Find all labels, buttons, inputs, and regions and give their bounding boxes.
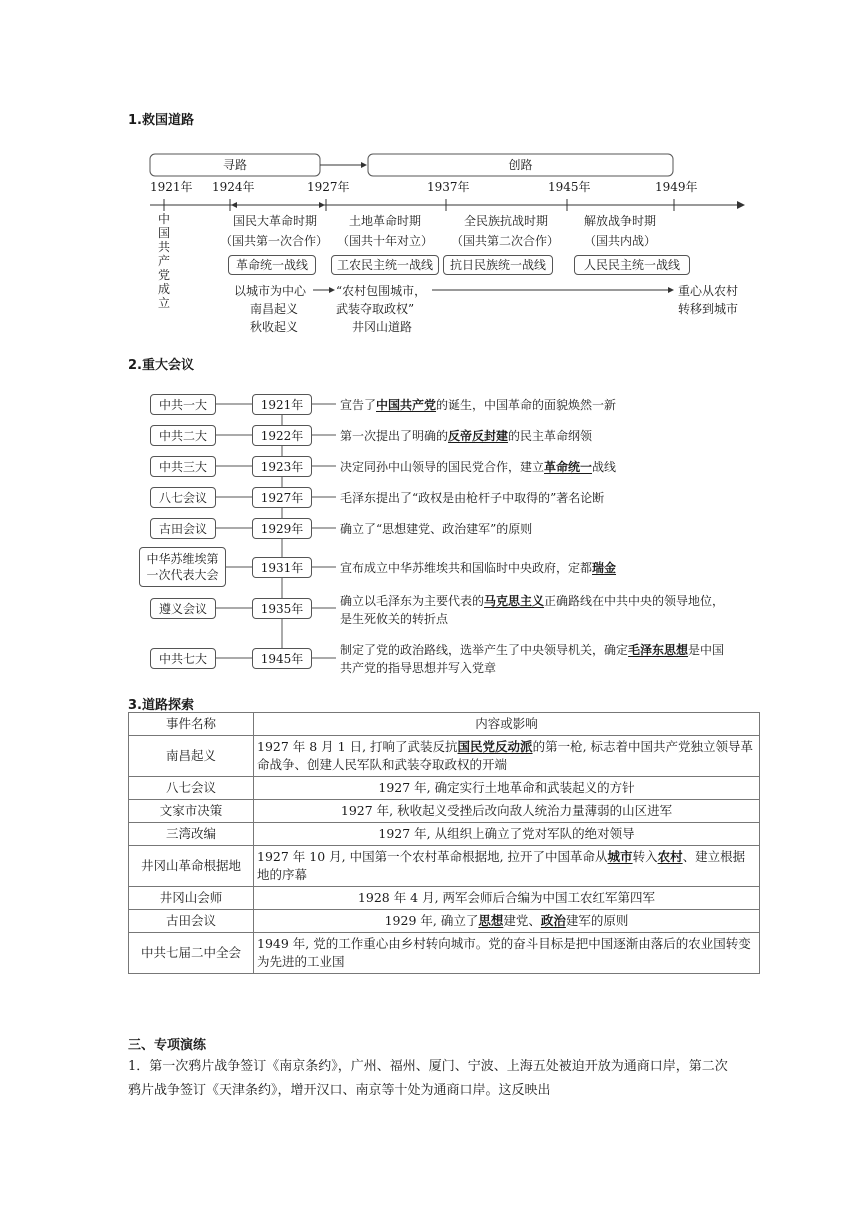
period-sub: （国共第一次合作） (219, 234, 328, 248)
meeting-name-box: 中共三大 (150, 456, 216, 477)
cell-text: 建党、 (503, 913, 541, 928)
cell-text: 转入 (632, 849, 658, 864)
meeting-desc (340, 490, 604, 506)
desc-text: 第一次提出了明确的 (340, 429, 449, 443)
desc-key: 瑞金 (592, 561, 617, 575)
period-name: 土地革命时期 (348, 214, 421, 228)
meeting-year-box: 1931年 (252, 557, 312, 578)
exploration-table (128, 712, 760, 974)
rural-line1: “农村包围城市， (336, 284, 427, 298)
desc-text: 的诞生，中国革命的面貌焕然一新 (436, 398, 617, 412)
create-road-label: 创路 (508, 158, 533, 172)
period-name: 解放战争时期 (583, 214, 656, 228)
meeting-desc (340, 428, 592, 444)
header-event: 事件名称 (129, 713, 254, 736)
content-cell (254, 910, 760, 933)
table-row (129, 887, 760, 910)
header-content: 内容或影响 (254, 713, 760, 736)
cell-text: 1929 年, 确立了 (384, 913, 479, 928)
meeting-desc (340, 641, 724, 677)
seek-road-label: 寻路 (222, 158, 247, 172)
cell-key: 政治 (540, 913, 566, 928)
table-row (129, 910, 760, 933)
desc-text: 是生死攸关的转折点 (340, 612, 449, 626)
cell-text: 1927 年 10 月, 中国第一个农村革命根据地, 拉开了中国革命从 (257, 849, 608, 864)
front-box: 革命统一战线 (228, 255, 316, 275)
meeting-name-box: 中共二大 (150, 425, 216, 446)
year-label: 1945年 (548, 180, 591, 194)
table-row (129, 777, 760, 800)
desc-key: 马克思主义 (484, 594, 545, 608)
nanchang-label: 南昌起义 (249, 302, 298, 316)
meeting-name-box: 中共一大 (150, 394, 216, 415)
meeting-name-box: 八七会议 (150, 487, 216, 508)
content-cell: 1927 年, 从组织上确立了党对军队的绝对领导 (254, 823, 760, 846)
shift-line1: 重心从农村 (678, 284, 739, 298)
cpc-founding-label: 中国共产党成立 (158, 212, 171, 310)
section-heading-roads: 1.救国道路 (128, 113, 194, 128)
meeting-desc (340, 560, 616, 576)
meeting-year-box: 1923年 (252, 456, 312, 477)
shift-line2: 转移到城市 (678, 302, 739, 316)
event-cell: 古田会议 (129, 910, 254, 933)
meeting-name-box: 遵义会议 (150, 598, 216, 619)
content-cell: 1927 年, 秋收起义受挫后改向敌人统治力量薄弱的山区进军 (254, 800, 760, 823)
meeting-desc (340, 521, 532, 537)
desc-text: 决定同孙中山领导的国民党合作，建立 (340, 460, 545, 474)
meeting-desc (340, 592, 724, 628)
desc-text: 确立了“思想建党、政治建军”的原则 (340, 522, 533, 536)
front-box: 人民民主统一战线 (574, 255, 690, 275)
table-row (129, 846, 760, 887)
year-label: 1927年 (307, 180, 350, 194)
event-cell: 井冈山会师 (129, 887, 254, 910)
section-heading-practice: 三、专项演练 (128, 1038, 207, 1053)
content-cell: 1949 年, 党的工作重心由乡村转向城市。党的奋斗目标是把中国逐渐由落后的农业国转变为先进的工业国 (254, 933, 760, 974)
desc-key: 中国共产党 (376, 398, 437, 412)
rural-line2: 武装夺取政权” (336, 302, 415, 316)
meeting-name-box: 中共七大 (150, 648, 216, 669)
desc-key: 革命统一 (544, 460, 593, 474)
meeting-year-box: 1945年 (252, 648, 312, 669)
content-cell: 1928 年 4 月, 两军会师后合编为中国工农红军第四军 (254, 887, 760, 910)
event-cell: 三湾改编 (129, 823, 254, 846)
content-cell: 1927 年, 确定实行土地革命和武装起义的方针 (254, 777, 760, 800)
period-name: 国民大革命时期 (232, 214, 317, 228)
event-cell: 中共七届二中全会 (129, 933, 254, 974)
event-cell: 井冈山革命根据地 (129, 846, 254, 887)
meeting-year-box: 1921年 (252, 394, 312, 415)
cell-key: 城市 (607, 849, 633, 864)
meeting-desc (340, 459, 616, 475)
meeting-year-box: 1929年 (252, 518, 312, 539)
desc-text: 的民主革命纲领 (508, 429, 593, 443)
content-cell (254, 736, 760, 777)
table-row (129, 823, 760, 846)
jinggang-road-label: 井冈山道路 (352, 320, 413, 334)
autumn-label: 秋收起义 (249, 320, 298, 334)
question-text: 1．第一次鸦片战争签订《南京条约》，广州、福州、厦门、宁波、上海五处被迫开放为通商口岸，第二次鸦片战争签订《天津条约》，增开汉口、南京等十处为通商口岸。这反映出 (128, 1059, 728, 1098)
cell-key: 思想 (478, 913, 504, 928)
desc-text: 共产党的指导思想并写入党章 (340, 661, 497, 675)
cell-text: 建军的原则 (565, 913, 629, 928)
section-heading-exploration: 3.道路探索 (128, 698, 194, 713)
period-name: 全民族抗战时期 (463, 214, 548, 228)
desc-key: 毛泽东思想 (628, 643, 689, 657)
year-label: 1937年 (427, 180, 470, 194)
meeting-year-box: 1922年 (252, 425, 312, 446)
cell-text: 的第一枪, 标志着中国共产党独立领导革命战争、创建人民军队和武装夺取政权的开端 (257, 739, 754, 772)
table-row (129, 736, 760, 777)
table-row (129, 800, 760, 823)
period-sub: （国共第二次合作） (450, 234, 559, 248)
desc-key: 反帝反封建 (448, 429, 509, 443)
year-label: 1949年 (655, 180, 698, 194)
city-center-label: 以城市为中心 (234, 284, 307, 298)
desc-text: 是中国 (688, 643, 725, 657)
table-row (129, 933, 760, 974)
meeting-desc (340, 397, 616, 413)
desc-text: 战线 (592, 460, 617, 474)
year-label: 1921年 (150, 180, 193, 194)
content-cell (254, 846, 760, 887)
period-sub: （国共内战） (583, 234, 656, 248)
table-header-row (129, 713, 760, 736)
event-cell: 南昌起义 (129, 736, 254, 777)
front-box: 工农民主统一战线 (331, 255, 439, 275)
period-sub: （国共十年对立） (336, 234, 433, 248)
event-cell: 八七会议 (129, 777, 254, 800)
desc-text: 毛泽东提出了“政权是由枪杆子中取得的”著名论断 (340, 491, 605, 505)
meeting-name-line: 一次代表大会 (146, 568, 219, 582)
desc-text: 确立以毛泽东为主要代表的 (340, 594, 485, 608)
meeting-name-box: 古田会议 (150, 518, 216, 539)
cell-text: 、建立根据地的序幕 (257, 849, 746, 882)
cell-key: 农村 (657, 849, 683, 864)
cell-key: 国民党反动派 (457, 739, 533, 754)
event-cell: 文家市决策 (129, 800, 254, 823)
desc-text: 制定了党的政治路线，选举产生了中央领导机关，确定 (340, 643, 629, 657)
meeting-name-box (139, 547, 226, 587)
desc-text: 宣布成立中华苏维埃共和国临时中央政府，定都 (340, 561, 593, 575)
desc-text: 宣告了 (340, 398, 377, 412)
cell-text: 1927 年 8 月 1 日, 打响了武装反抗 (257, 739, 458, 754)
year-label: 1924年 (212, 180, 255, 194)
meeting-year-box: 1927年 (252, 487, 312, 508)
section-heading-meetings: 2.重大会议 (128, 358, 194, 373)
meeting-name-line: 中华苏维埃第 (146, 552, 219, 566)
desc-text: 正确路线在中共中央的领导地位， (544, 594, 725, 608)
front-box: 抗日民族统一战线 (443, 255, 553, 275)
meeting-year-box: 1935年 (252, 598, 312, 619)
